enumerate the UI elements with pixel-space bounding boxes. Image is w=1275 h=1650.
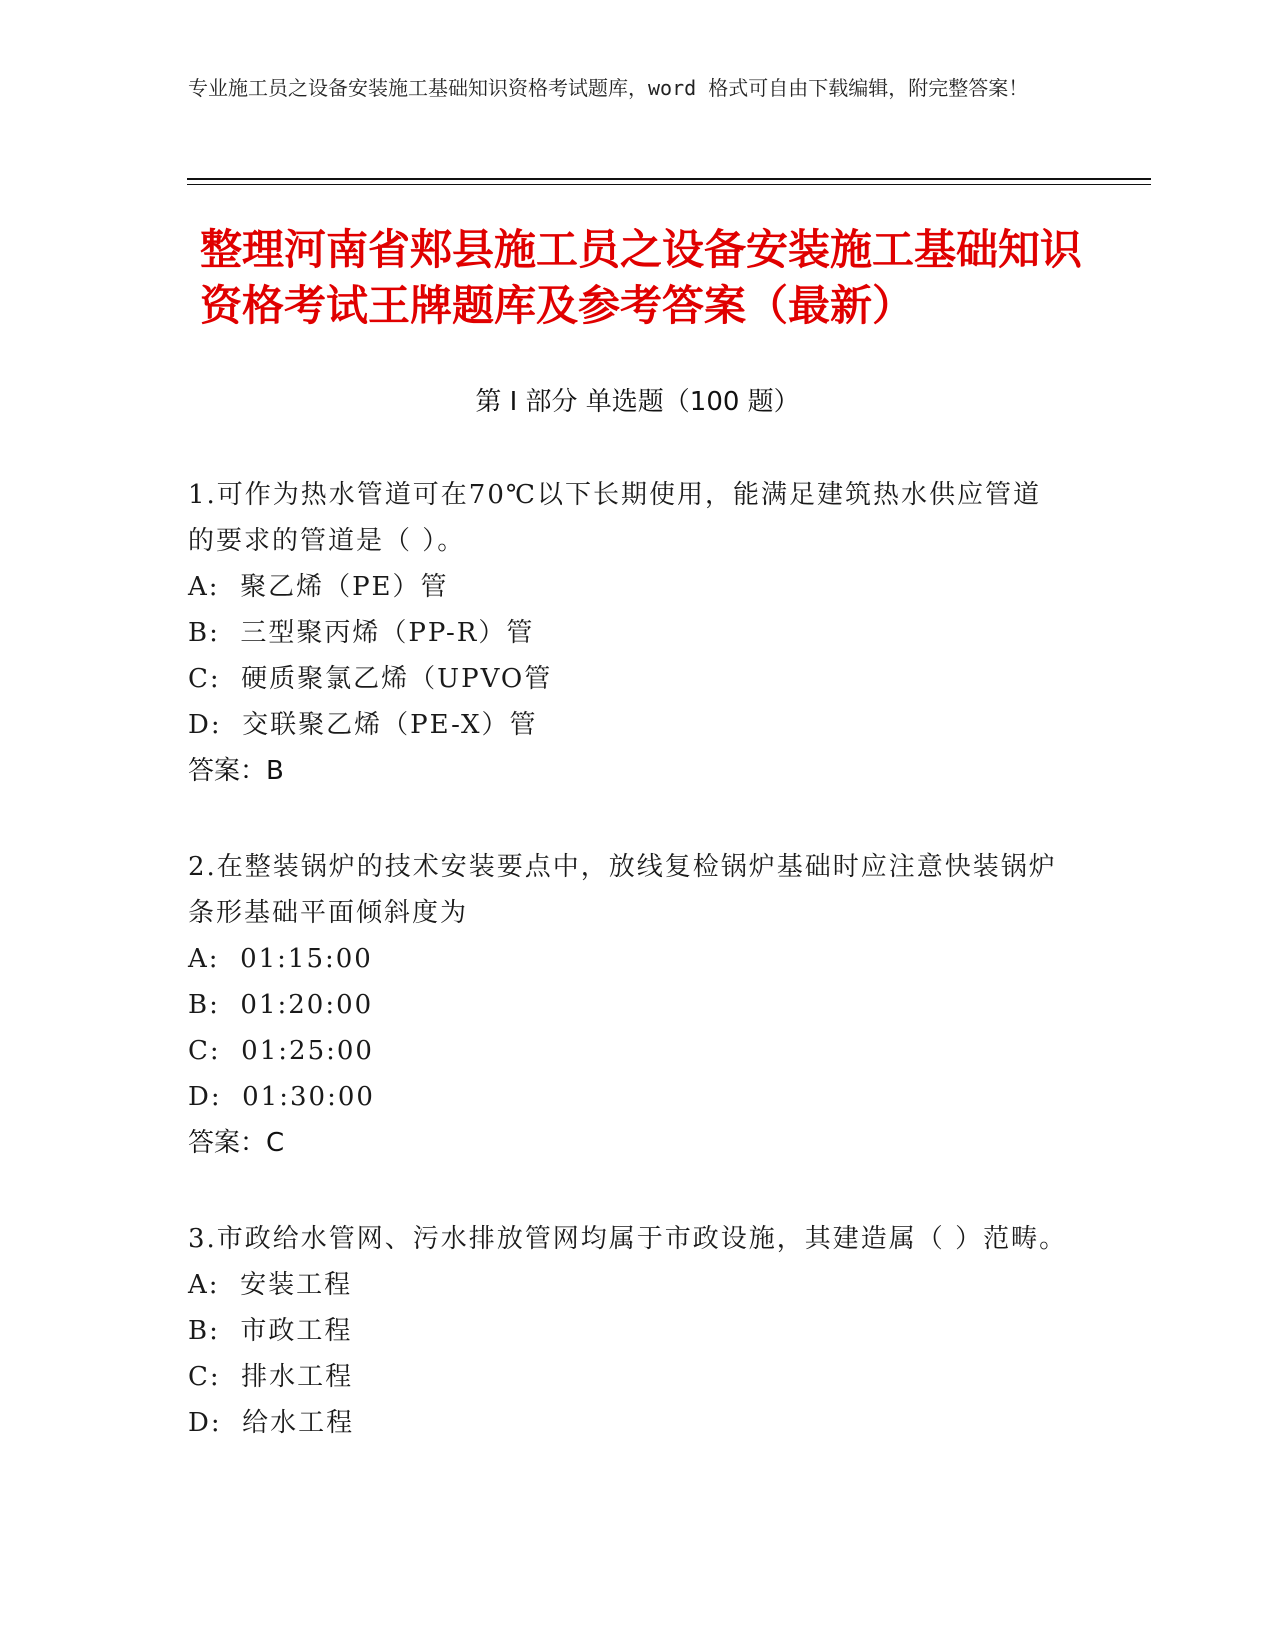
question-1 (188, 472, 1068, 794)
header-divider-thin (187, 184, 1151, 185)
option-a: A: 安装工程 (188, 1270, 353, 1300)
question-stem: 1.可作为热水管道可在70℃以下长期使用，能满足建筑热水供应管道的要求的管道是（ ）。 (188, 480, 1041, 556)
option-c: C: 排水工程 (188, 1362, 354, 1392)
option-b: B: 01:20:00 (188, 990, 374, 1020)
question-stem: 3.市政给水管网、污水排放管网均属于市政设施，其建造属（ ）范畴。 (188, 1224, 1068, 1254)
answer-line: 答案：B (188, 756, 284, 786)
option-d: D: 交联聚乙烯（PE-X）管 (188, 710, 538, 740)
option-a: A: 01:15:00 (188, 944, 373, 974)
option-d: D: 01:30:00 (188, 1082, 375, 1112)
option-c: C: 硬质聚氯乙烯（UPVO管 (188, 664, 553, 694)
section-heading: 第 I 部分 单选题（100 题） (475, 387, 800, 417)
document-title: 整理河南省郏县施工员之设备安装施工基础知识资格考试王牌题库及参考答案（最新） (200, 225, 1083, 330)
question-3 (188, 1216, 1068, 1446)
header-divider-thick (187, 178, 1151, 180)
question-stem: 2.在整装锅炉的技术安装要点中，放线复检锅炉基础时应注意快装锅炉条形基础平面倾斜度为 (188, 852, 1057, 928)
option-b: B: 市政工程 (188, 1316, 353, 1346)
header-note: 专业施工员之设备安装施工基础知识资格考试题库，word 格式可自由下载编辑，附完整答案！ (188, 76, 1029, 100)
option-c: C: 01:25:00 (188, 1036, 374, 1066)
option-a: A: 聚乙烯（PE）管 (188, 572, 449, 602)
answer-line: 答案：C (188, 1128, 285, 1158)
question-2 (188, 844, 1068, 1166)
question-list (188, 472, 1068, 1496)
option-b: B: 三型聚丙烯（PP-R）管 (188, 618, 535, 648)
option-d: D: 给水工程 (188, 1408, 355, 1438)
